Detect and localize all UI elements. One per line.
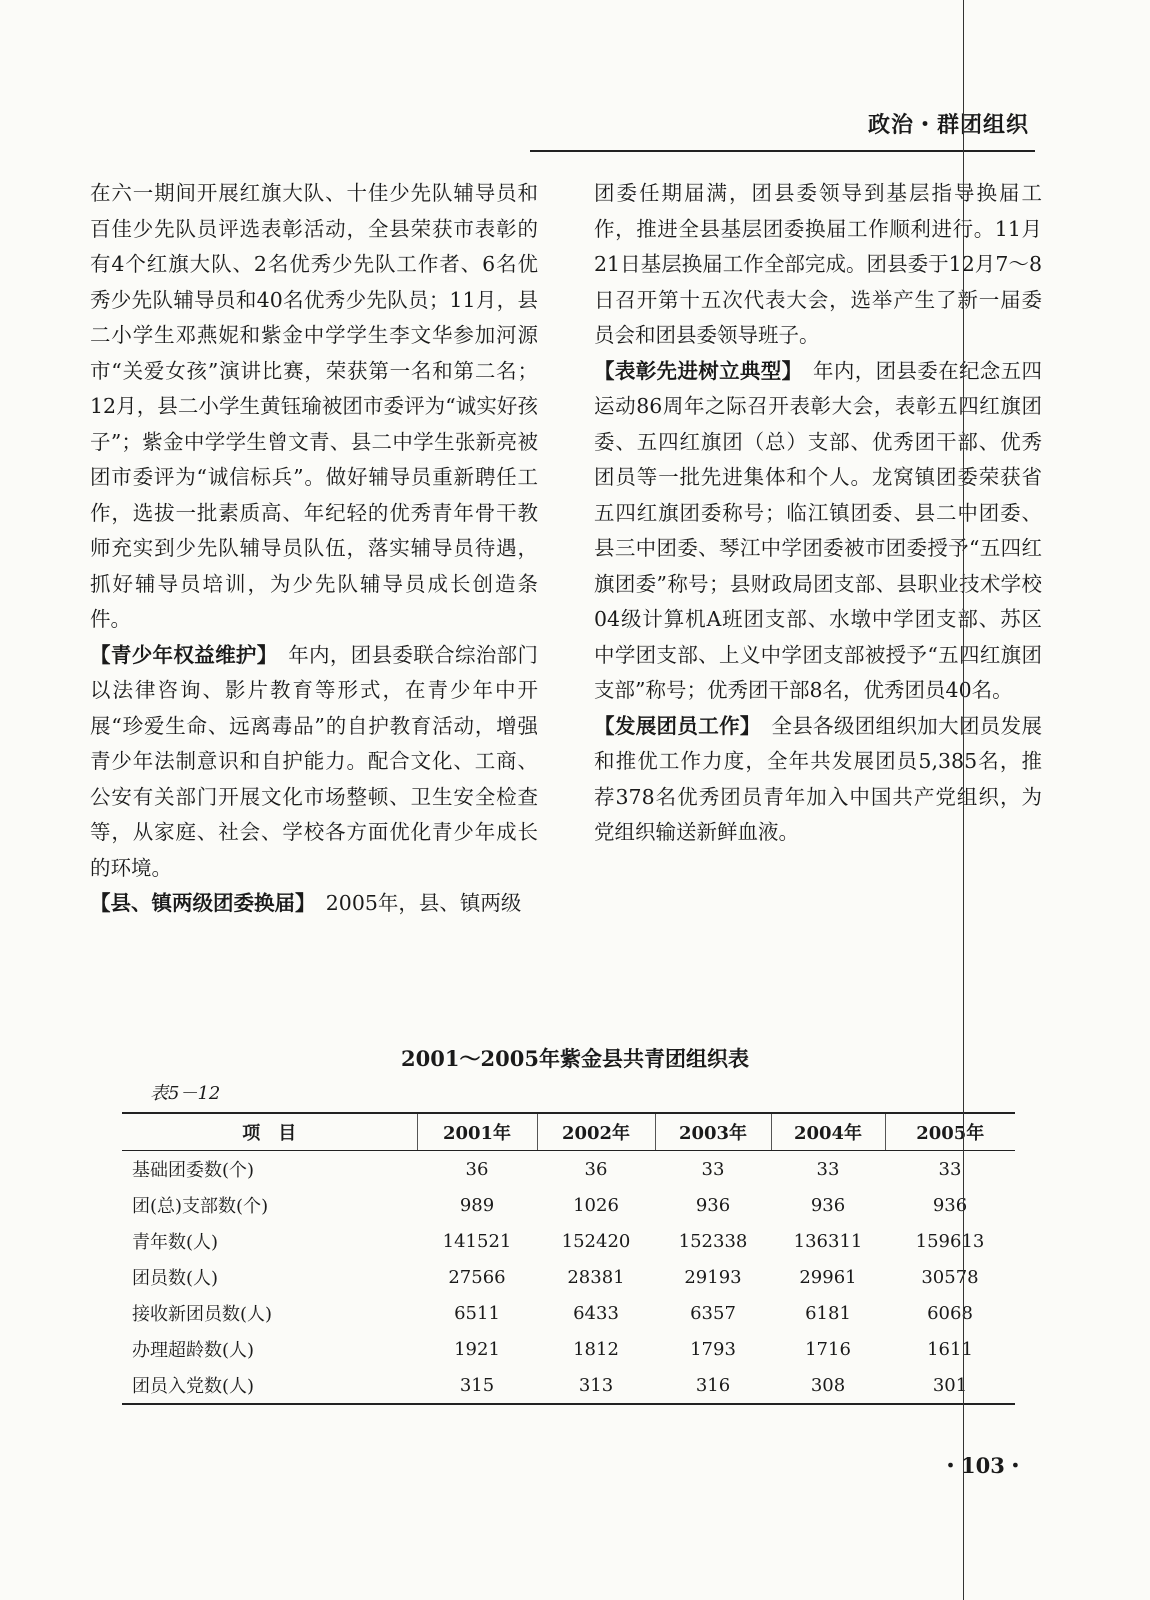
table-cell: 152338 — [678, 1230, 748, 1252]
row-label: 团员入党数(人) — [122, 1367, 417, 1404]
table-row — [122, 1223, 1015, 1259]
section-body-election: 2005年，县、镇两级 — [305, 891, 522, 915]
column-header-item: 项 目 — [122, 1113, 417, 1151]
section-body-youth-rights: 年内，团县委联合综治部门以法律咨询、影片教育等形式，在青少年中开展“珍爱生命、远离毒品”的自护教育活动，增强青少年法制意识和自护能力。配合文化、工商、公安有关部门开展文化市场整顿、卫生安全检查等，从家庭、社会、学校各方面优化青少年成长的环境。 — [90, 642, 539, 880]
table-cell: 313 — [537, 1367, 655, 1404]
table-cell: 33 — [816, 1158, 840, 1180]
left-column — [90, 176, 538, 922]
column-header-2002: 2002年 — [537, 1113, 655, 1151]
paragraph-young-pioneers: 在六一期间开展红旗大队、十佳少先队辅导员和百佳少先队员评选表彰活动，全县荣获市表彰的有4个红旗大队、2名优秀少先队工作者、6名优秀少先队辅导员和40名优秀少先队员；11月，县二小学生邓燕妮和紫金中学学生李文华参加河源市“关爱女孩”演讲比赛，荣获第一名和第二名；12月，县二小学生黄钰瑜被团市委评为“诚实好孩子”；紫金中学学生曾文青、县二中学生张新亮被团市委评为“诚信标兵”。做好辅导员重新聘任工作，选拔一批素质高、年纪轻的优秀青年骨干教师充实到少先队辅导员队伍，落实辅导员待遇，抓好辅导员培训，为少先队辅导员成长创造条件。 — [90, 181, 538, 631]
row-label: 基础团委数(个) — [132, 1160, 255, 1181]
table-cell: 6181 — [805, 1302, 851, 1324]
running-head: 政治・群团组织 — [868, 112, 1030, 138]
table-title: 2001～2005年紫金县共青团组织表 — [401, 1046, 749, 1071]
table-cell: 1716 — [805, 1338, 851, 1360]
page-number: ・103・ — [940, 1453, 1026, 1478]
row-label: 办理超龄数(人) — [132, 1340, 255, 1361]
table-row — [122, 1367, 1015, 1404]
table-row — [122, 1295, 1015, 1331]
header-rule — [530, 150, 1035, 152]
table-cell: 315 — [417, 1367, 537, 1404]
table-row — [122, 1187, 1015, 1223]
table-cell: 6433 — [573, 1302, 619, 1324]
table-cell: 1793 — [690, 1338, 736, 1360]
paragraph-election-continued: 团委任期届满，团县委领导到基层指导换届工作，推进全县基层团委换届工作顺利进行。11月21日基层换届工作全部完成。团县委于12月7～8日召开第十五次代表大会，选举产生了新一届委员会和团县委领导班子。 — [594, 181, 1042, 347]
table-cell: 141521 — [442, 1230, 512, 1252]
right-column — [594, 176, 1042, 851]
table-cell: 136311 — [793, 1230, 863, 1252]
table-cell: 152420 — [561, 1230, 631, 1252]
table-cell: 1921 — [454, 1338, 500, 1360]
table-cell: 27566 — [448, 1266, 506, 1288]
table-cell: 28381 — [567, 1266, 625, 1288]
table-row — [122, 1331, 1015, 1367]
column-header-2004: 2004年 — [771, 1113, 885, 1151]
section-heading-youth-rights: 【青少年权益维护】 — [90, 642, 268, 667]
table-cell: 936 — [695, 1194, 731, 1216]
table-cell: 936 — [932, 1194, 968, 1216]
table-cell: 6068 — [927, 1302, 973, 1324]
row-label: 青年数(人) — [132, 1232, 219, 1253]
section-body-membership: 全县各级团组织加大团员发展和推优工作力度，全年共发展团员5,385名，推荐378名优秀团员青年加入中国共产党组织，为党组织输送新鲜血液。 — [594, 713, 1043, 844]
table-cell: 36 — [465, 1158, 489, 1180]
table-cell: 1812 — [573, 1338, 619, 1360]
row-label: 团(总)支部数(个) — [132, 1196, 269, 1217]
section-body-commendation: 年内，团县委在纪念五四运动86周年之际召开表彰大会，表彰五四红旗团委、五四红旗团（总）支部、优秀团干部、优秀团员等一批先进集体和个人。龙窝镇团委荣获省五四红旗团委称号；临江镇团委、县二中团委、县三中团委、琴江中学团委被市团委授予“五四红旗团委”称号；县财政局团支部、县职业技术学校04级计算机A班团支部、水墩中学团支部、苏区中学团支部、上义中学团支部被授予“五四红旗团支部”称号；优秀团干部8名，优秀团员40名。 — [594, 358, 1043, 702]
table-cell: 30578 — [921, 1266, 979, 1288]
table-cell: 36 — [584, 1158, 608, 1180]
table-row — [122, 1151, 1015, 1188]
column-header-2005: 2005年 — [885, 1113, 1015, 1151]
table-cell: 316 — [655, 1367, 771, 1404]
table-header-row — [122, 1113, 1015, 1151]
scan-binding-line — [963, 0, 964, 1600]
table-label: 表5－12 — [150, 1083, 221, 1104]
paragraph-commendation — [594, 354, 1042, 709]
section-heading-commendation: 【表彰先进树立典型】 — [594, 358, 793, 383]
table-cell: 6511 — [454, 1302, 500, 1324]
section-heading-election: 【县、镇两级团委换届】 — [90, 891, 306, 915]
table-cell: 1611 — [927, 1338, 973, 1360]
table-cell: 936 — [810, 1194, 846, 1216]
row-label: 接收新团员数(人) — [132, 1304, 273, 1325]
table-cell: 308 — [771, 1367, 885, 1404]
table-cell: 301 — [885, 1367, 1015, 1404]
table-cell: 989 — [459, 1194, 495, 1216]
table-cell: 33 — [701, 1158, 725, 1180]
league-organization-table — [122, 1112, 1015, 1405]
paragraph-youth-rights — [90, 638, 538, 887]
table-cell: 1026 — [573, 1194, 619, 1216]
table-cell: 29193 — [684, 1266, 742, 1288]
paragraph-membership — [594, 709, 1042, 851]
table-cell: 33 — [938, 1158, 962, 1180]
table-cell: 29961 — [799, 1266, 857, 1288]
table-row — [122, 1259, 1015, 1295]
section-heading-membership: 【发展团员工作】 — [594, 713, 751, 738]
column-header-2003: 2003年 — [655, 1113, 771, 1151]
table-cell: 159613 — [915, 1230, 985, 1252]
column-header-2001: 2001年 — [417, 1113, 537, 1151]
paragraph-election — [90, 886, 538, 922]
table-cell: 6357 — [690, 1302, 736, 1324]
row-label: 团员数(人) — [132, 1268, 219, 1289]
